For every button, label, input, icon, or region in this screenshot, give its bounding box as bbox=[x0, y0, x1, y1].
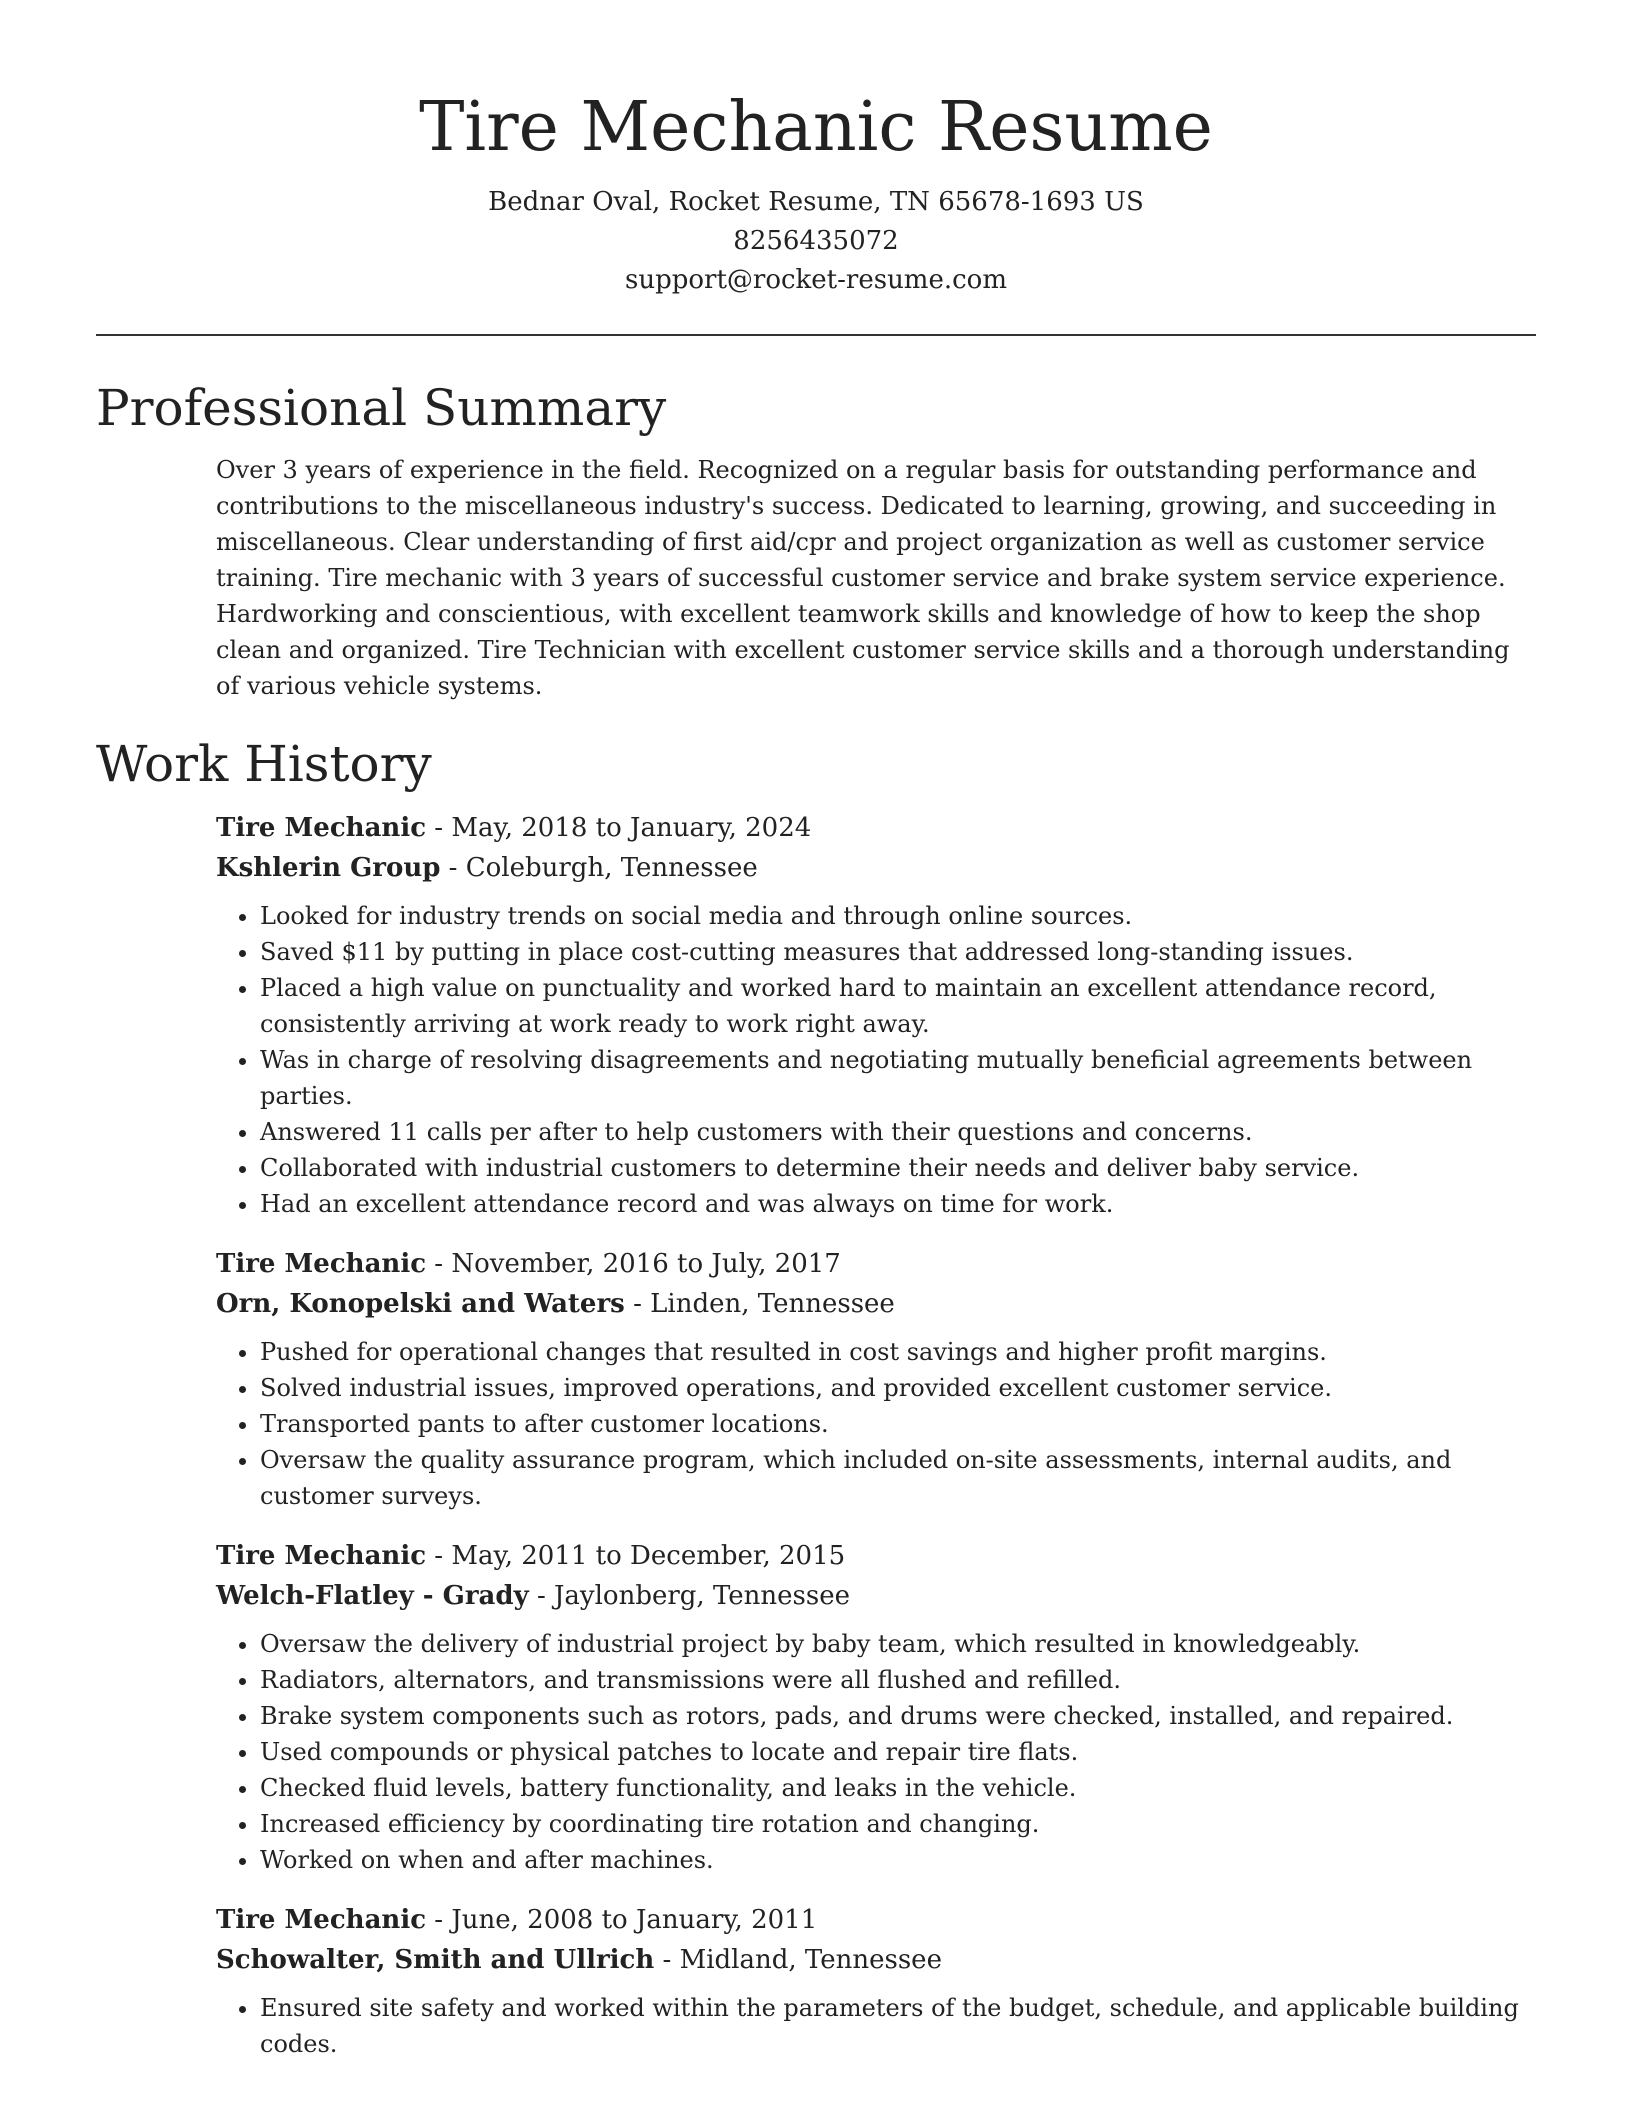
job-bullets bbox=[216, 1334, 1536, 1514]
job-company: Welch-Flatley - Grady bbox=[216, 1581, 529, 1611]
job-entry bbox=[216, 808, 1536, 1222]
job-location: - Coleburgh, Tennessee bbox=[440, 853, 758, 883]
resume-title: Tire Mechanic Resume bbox=[419, 88, 1213, 167]
job-bullet: • Checked fluid levels, battery functionality, and leaks in the vehicle. bbox=[260, 1770, 1536, 1806]
job-title-line bbox=[216, 1900, 1536, 1940]
job-bullets bbox=[216, 1626, 1536, 1878]
job-title-line bbox=[216, 808, 1536, 848]
resume-page bbox=[96, 0, 1536, 2084]
job-location: - Linden, Tennessee bbox=[624, 1289, 895, 1319]
job-bullet: • Worked on when and after machines. bbox=[260, 1842, 1536, 1878]
job-company: Schowalter, Smith and Ullrich bbox=[216, 1945, 655, 1975]
job-bullet: • Ensured site safety and worked within the parameters of the budget, schedule, and applicable building codes. bbox=[260, 1990, 1536, 2062]
summary-heading: Professional Summary bbox=[96, 379, 667, 437]
job-entry bbox=[216, 1900, 1536, 2062]
job-bullet: • Was in charge of resolving disagreements and negotiating mutually beneficial agreements between parties. bbox=[260, 1042, 1536, 1114]
job-bullet: • Radiators, alternators, and transmissions were all flushed and refilled. bbox=[260, 1662, 1536, 1698]
job-dates: - June, 2008 to January, 2011 bbox=[426, 1905, 818, 1935]
job-company: Orn, Konopelski and Waters bbox=[216, 1289, 625, 1319]
job-bullet: • Increased efficiency by coordinating tire rotation and changing. bbox=[260, 1806, 1536, 1842]
summary-section bbox=[96, 374, 1536, 704]
job-bullet: • Oversaw the quality assurance program, which included on-site assessments, internal audits, and customer surveys. bbox=[260, 1442, 1536, 1514]
job-title: Tire Mechanic bbox=[216, 1541, 427, 1571]
work-history-section bbox=[96, 730, 1536, 2062]
contact-email: support@rocket-resume.com bbox=[624, 265, 1007, 295]
contact-block bbox=[96, 183, 1536, 300]
summary-text: Over 3 years of experience in the field. Recognized on a regular basis for outstanding performance and contributions to the miscellaneous industry's success. Dedicated to learning, growing, and succeeding in miscellaneous. Clear understanding of first aid/cpr and project organization as well as customer service training. Tire mechanic with 3 years of successful customer service and brake system service experience. Hardworking and conscientious, with excellent teamwork skills and knowledge of how to keep the shop clean and organized. Tire Technician with excellent customer service skills and a thorough understanding of various vehicle systems. bbox=[216, 456, 1510, 700]
job-location: - Jaylonberg, Tennessee bbox=[528, 1581, 851, 1611]
job-bullet: • Answered 11 calls per after to help customers with their questions and concerns. bbox=[260, 1114, 1536, 1150]
job-title: Tire Mechanic bbox=[216, 1249, 427, 1279]
work-history-heading: Work History bbox=[96, 735, 432, 793]
job-company-line bbox=[216, 848, 1536, 888]
job-bullet: • Collaborated with industrial customers to determine their needs and deliver baby service. bbox=[260, 1150, 1536, 1186]
job-bullet: • Pushed for operational changes that resulted in cost savings and higher profit margins. bbox=[260, 1334, 1536, 1370]
job-entry bbox=[216, 1244, 1536, 1514]
job-bullet: • Had an excellent attendance record and was always on time for work. bbox=[260, 1186, 1536, 1222]
contact-address: Bednar Oval, Rocket Resume, TN 65678-1693 US bbox=[488, 187, 1144, 217]
job-company: Kshlerin Group bbox=[216, 853, 441, 883]
job-bullet: • Brake system components such as rotors, pads, and drums were checked, installed, and repaired. bbox=[260, 1698, 1536, 1734]
job-bullet: • Placed a high value on punctuality and worked hard to maintain an excellent attendance record, consistently arriving at work ready to work right away. bbox=[260, 970, 1536, 1042]
job-bullet: • Oversaw the delivery of industrial project by baby team, which resulted in knowledgeably. bbox=[260, 1626, 1536, 1662]
job-company-line bbox=[216, 1284, 1536, 1324]
job-title: Tire Mechanic bbox=[216, 813, 427, 843]
job-bullet: • Solved industrial issues, improved operations, and provided excellent customer service. bbox=[260, 1370, 1536, 1406]
job-company-line bbox=[216, 1940, 1536, 1980]
resume-header bbox=[96, 0, 1536, 300]
job-dates: - May, 2018 to January, 2024 bbox=[426, 813, 812, 843]
job-bullet: • Transported pants to after customer locations. bbox=[260, 1406, 1536, 1442]
job-list bbox=[216, 808, 1536, 2062]
job-title-line bbox=[216, 1244, 1536, 1284]
job-title: Tire Mechanic bbox=[216, 1905, 427, 1935]
job-location: - Midland, Tennessee bbox=[654, 1945, 942, 1975]
job-bullets bbox=[216, 1990, 1536, 2062]
job-bullet: • Saved $11 by putting in place cost-cutting measures that addressed long-standing issues. bbox=[260, 934, 1536, 970]
contact-phone: 8256435072 bbox=[733, 226, 899, 256]
job-dates: - November, 2016 to July, 2017 bbox=[426, 1249, 841, 1279]
job-title-line bbox=[216, 1536, 1536, 1576]
job-company-line bbox=[216, 1576, 1536, 1616]
job-entry bbox=[216, 1536, 1536, 1878]
job-bullets bbox=[216, 898, 1536, 1222]
job-dates: - May, 2011 to December, 2015 bbox=[426, 1541, 846, 1571]
header-divider bbox=[96, 334, 1536, 336]
job-bullet: • Looked for industry trends on social media and through online sources. bbox=[260, 898, 1536, 934]
job-bullet: • Used compounds or physical patches to locate and repair tire flats. bbox=[260, 1734, 1536, 1770]
